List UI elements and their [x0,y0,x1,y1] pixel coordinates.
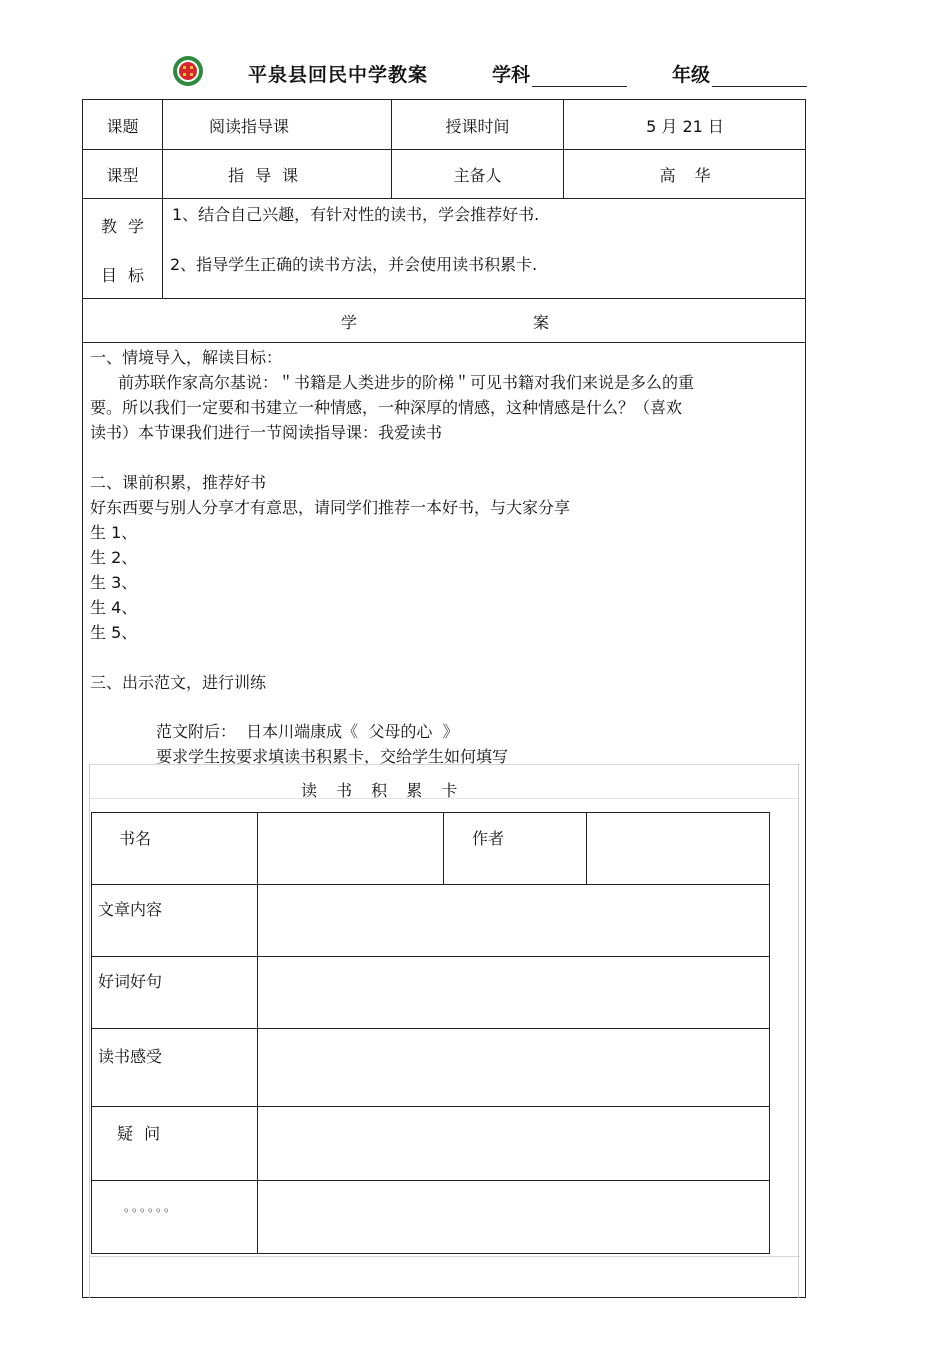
subject-field [492,60,627,87]
section-2-paragraph: 好东西要与别人分享才有意思，请同学们推荐一本好书，与大家分享 [90,498,571,517]
card-feelings-input[interactable] [258,1029,769,1106]
goal-2: 2、指导学生正确的读书方法，并会使用读书积累卡. [170,255,538,274]
type-value: 指 导 课 [228,166,299,185]
card-author-label: 作者 [472,829,505,848]
student-item: 生 2、 [90,548,138,567]
card-more-label: 。。。。。。 [124,1200,179,1214]
card-col-divider [443,812,444,884]
preparer-label: 主备人 [453,166,502,185]
card-outer-top-rule [89,764,800,765]
student-item: 生 3、 [90,573,138,592]
card-book-label: 书名 [119,829,152,848]
card-outer-bottom-rule [89,1256,800,1257]
col-divider [162,99,163,299]
goals-label-line-1: 教 学 [100,217,145,236]
topic-label: 课题 [106,117,139,136]
card-phrases-label: 好词好句 [98,972,163,991]
card-questions-label: 疑 问 [117,1124,161,1143]
section-1-paragraph-line-2: 要。所以我们一定要和书建立一种情感，一种深厚的情感，这种情感是什么？（喜欢 [90,398,683,417]
card-feelings-label: 读书感受 [98,1047,163,1066]
grade-label: 年级 [672,64,711,86]
section-3-sample-text: 范文附后： 日本川端康成《 父母的心 》 [156,722,459,741]
plan-heading-char-1: 学 [341,313,358,332]
card-book-input[interactable] [258,813,443,884]
row-divider [82,198,806,199]
card-more-input[interactable] [258,1181,769,1253]
section-1-paragraph-line-3: 读书）本节课我们进行一节阅读指导课：我爱读书 [90,423,443,442]
grade-blank[interactable] [712,68,807,87]
section-2-title: 二、课前积累，推荐好书 [90,473,267,492]
subject-blank[interactable] [532,68,627,87]
goals-label-line-2: 目 标 [100,266,145,285]
student-item: 生 1、 [90,523,138,542]
row-divider [82,149,806,150]
document-title: 平泉县回民中学教案 [248,64,429,86]
subject-label: 学科 [492,64,531,86]
school-logo-icon [172,55,204,87]
type-label: 课型 [106,166,139,185]
row-divider [82,342,806,343]
plan-heading-char-2: 案 [533,313,550,332]
card-questions-input[interactable] [258,1107,769,1180]
student-item: 生 4、 [90,598,138,617]
goal-1: 1、结合自己兴趣，有针对性的读书，学会推荐好书. [172,205,540,224]
section-1-paragraph-line-1: 前苏联作家高尔基说：＂书籍是人类进步的阶梯＂可见书籍对我们来说是多么的重 [118,373,695,392]
card-title: 读 书 积 累 卡 [301,781,458,800]
preparer-value: 高 华 [659,166,711,185]
row-divider [82,298,806,299]
section-3-instruction: 要求学生按要求填读书积累卡，交给学生如何填写 [156,747,509,766]
section-1-title: 一、情境导入，解读目标： [90,348,283,367]
card-content-label: 文章内容 [98,900,163,919]
card-content-input[interactable] [258,885,769,956]
time-label: 授课时间 [445,117,510,136]
card-phrases-input[interactable] [258,957,769,1028]
grade-field [672,60,807,87]
section-3-title: 三、出示范文，进行训练 [90,673,267,692]
student-item: 生 5、 [90,623,138,642]
topic-value: 阅读指导课 [209,117,290,136]
time-value: 5 月 21 日 [646,117,724,136]
card-author-input[interactable] [587,813,769,884]
